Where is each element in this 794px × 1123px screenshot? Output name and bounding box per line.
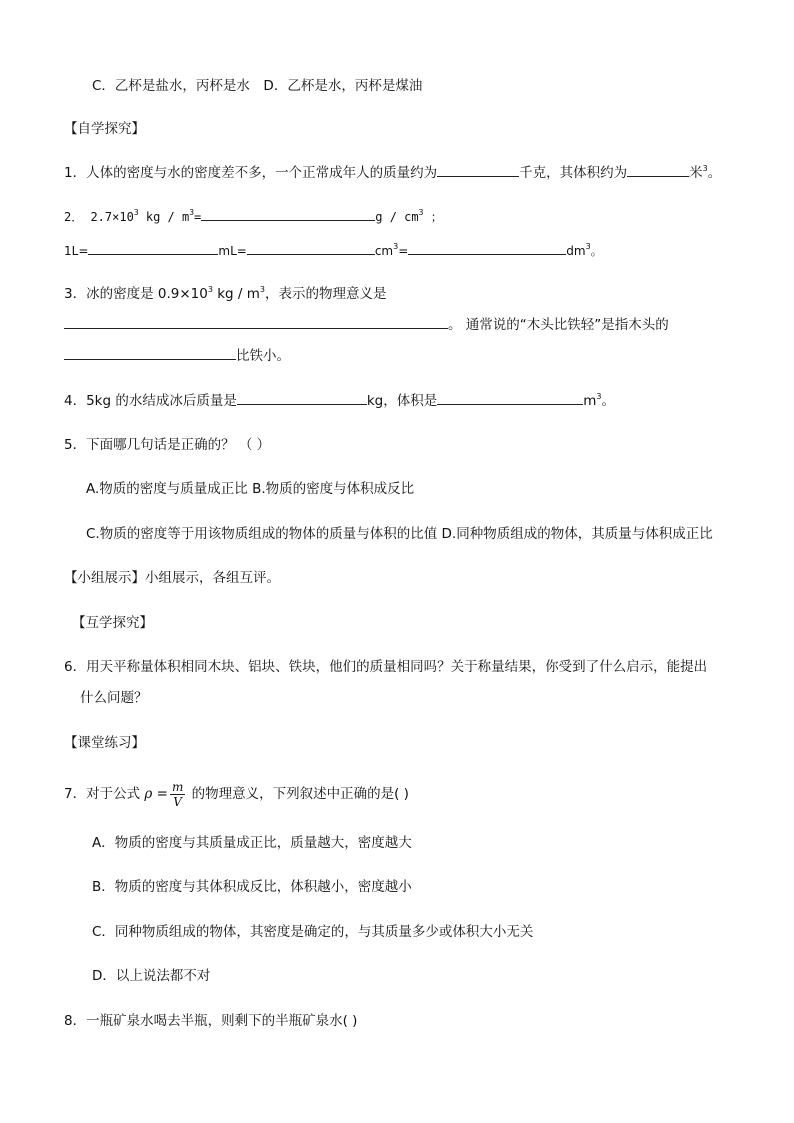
section-heading-self-study: 【自学探究】 xyxy=(64,121,145,137)
question-6-line-1: 6．用天平称量体积相同木块、铝块、铁块，他们的质量相同吗？关于称量结果，你受到了什么启示，能提出 xyxy=(64,659,708,675)
section-heading-group: 【小组展示】小组展示，各组互评。 xyxy=(64,570,280,586)
section-heading-mutual: 【互学探究】 xyxy=(72,615,153,631)
answer-blank[interactable] xyxy=(201,206,375,221)
question-3-line-3: 比铁小。 xyxy=(64,345,290,366)
question-6-line-2: 什么问题？ xyxy=(80,690,148,706)
question-2: 2． $2.7\times 10^3$ kg / $m^3= g / cm^3$ ； xyxy=(64,208,443,224)
density-formula: ρ = $\frac{m}{V}$ xyxy=(144,780,184,809)
question-7-stem: 7．对于公式 ρ = $\frac{m}{V}$ 的物理意义，下列叙述中正确的是( ) xyxy=(64,776,409,812)
answer-blank[interactable] xyxy=(408,240,566,255)
answer-blank[interactable] xyxy=(88,240,218,255)
answer-blank[interactable] xyxy=(247,240,375,255)
question-8-stem: 8．一瓶矿泉水喝去半瓶，则剩下的半瓶矿泉水( ) xyxy=(64,1013,358,1029)
answer-blank[interactable] xyxy=(64,345,236,360)
question-3-line-2: 。 通常说的“木头比铁轻”是指木头的 xyxy=(64,314,669,335)
question-5-choices-cd: C.物质的密度等于用该物质组成的物体的质量与体积的比值 D.同种物质组成的物体，其质量与体积成正比 xyxy=(86,526,713,542)
question-7-choice-c: C．同种物质组成的物体，其密度是确定的，与其质量多少或体积大小无关 xyxy=(92,924,534,940)
question-5-choices-ab: A.物质的密度与质量成正比 B.物质的密度与体积成反比 xyxy=(86,481,415,497)
answer-blank[interactable] xyxy=(64,314,448,329)
answer-blank[interactable] xyxy=(627,162,689,177)
question-3-line-1: 3．冰的密度是 $0.9\times 10^3$ kg / $m^3$，表示的物理意义是 xyxy=(64,285,387,302)
answer-blank[interactable] xyxy=(437,162,519,177)
question-7-choice-b: B．物质的密度与其体积成反比，体积越小，密度越小 xyxy=(92,879,412,895)
question-4: 4．5kg 的水结成冰后质量是 kg，体积是 $m^3$。 xyxy=(64,392,615,409)
question-5-stem: 5．下面哪几句话是正确的？ （ ） xyxy=(64,437,271,453)
answer-blank[interactable] xyxy=(237,390,367,405)
question-7-choice-d: D．以上说法都不对 xyxy=(92,968,211,984)
section-heading-practice: 【课堂练习】 xyxy=(64,735,145,751)
q4-prev-choices-cd: C．乙杯是盐水，丙杯是水 D．乙杯是水，丙杯是煤油 xyxy=(92,78,423,94)
question-7-choice-a: A．物质的密度与其质量成正比，质量越大，密度越大 xyxy=(92,835,412,851)
question-1: 1．人体的密度与水的密度差不多，一个正常成年人的质量约为 千克，其体积约为 米$^3$。 xyxy=(64,164,722,181)
question-2-units: $1L= mL= cm^3= dm^3$。 xyxy=(64,242,603,258)
answer-blank[interactable] xyxy=(437,390,583,405)
